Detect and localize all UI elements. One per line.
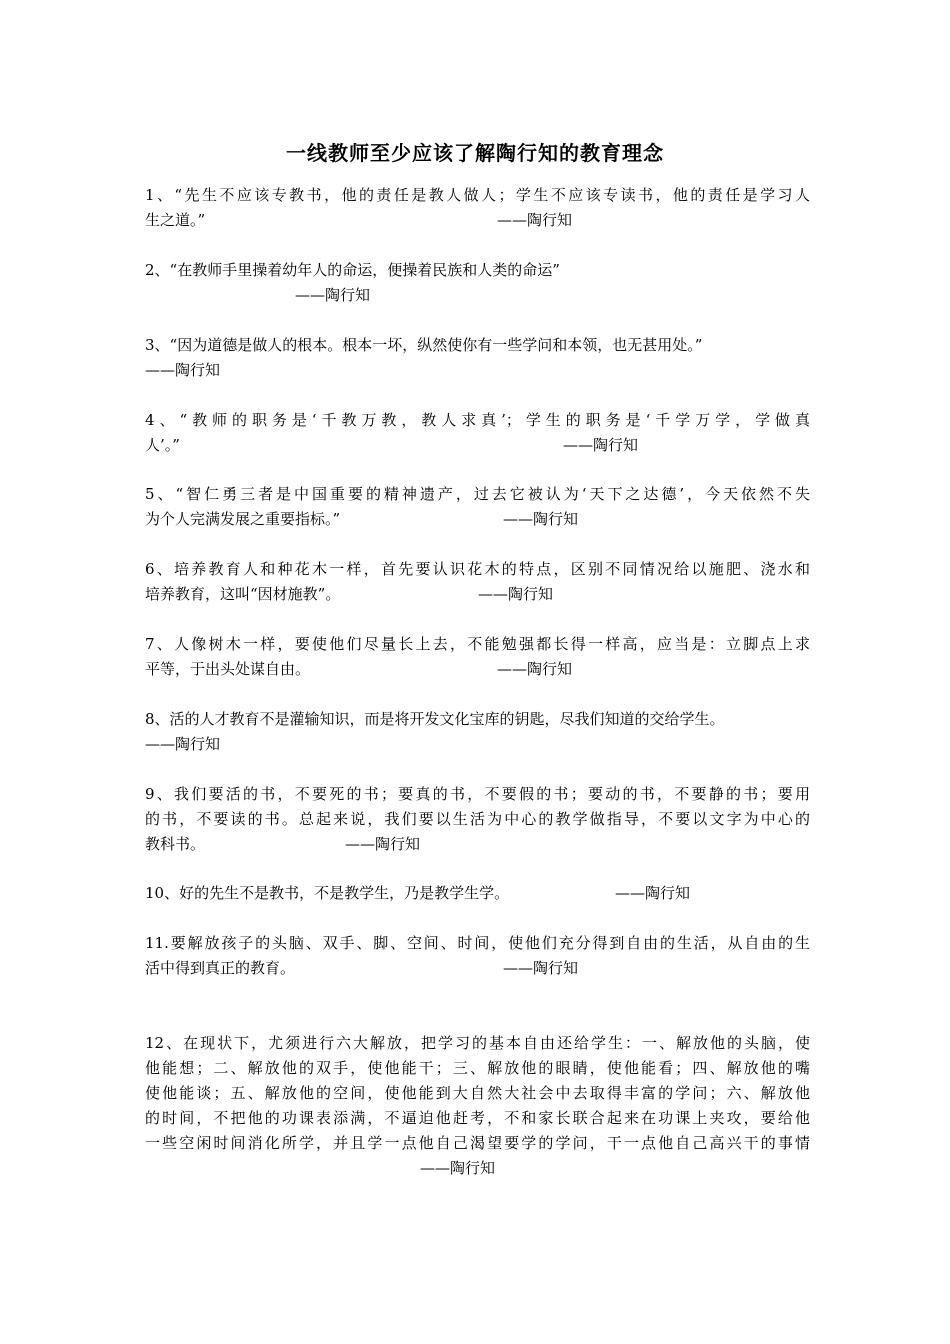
quote-3 xyxy=(145,333,810,383)
document-title: 一线教师至少应该了解陶行知的教育理念 xyxy=(286,141,664,165)
quote-text-line: 他能想；二、解放他的双手，使他能干；三、解放他的眼睛，使他能看；四、解放他的嘴 xyxy=(145,1059,810,1077)
quote-author: ——陶行知 xyxy=(503,959,579,977)
quote-text-line: 8、活的人才教育不是灌输知识，而是将开发文化宝库的钥匙，尽我们知道的交给学生。 xyxy=(145,710,725,728)
quote-text-line: 1、“先生不应该专教书，他的责任是教人做人；学生不应该专读书，他的责任是学习人 xyxy=(145,186,810,204)
quote-author: ——陶行知 xyxy=(145,735,221,753)
quote-text-line: 一些空闲时间消化所学，并且学一点他自己渴望要学的学问，干一点他自己高兴干的事情 xyxy=(145,1134,810,1152)
quote-author: ——陶行知 xyxy=(497,211,573,229)
quote-text-line: 2、“在教师手里操着幼年人的命运，便操着民族和人类的命运” xyxy=(145,261,560,279)
quote-author: ——陶行知 xyxy=(478,585,554,603)
quote-5 xyxy=(145,482,810,532)
quote-text-line: 10、好的先生不是教书，不是教学生，乃是教学生学。 xyxy=(145,884,510,902)
quote-11 xyxy=(145,931,810,981)
quote-text-line: 3、“因为道德是做人的根本。根本一坏，纵然使你有一些学问和本领，也无甚用处。” xyxy=(145,336,703,354)
quote-text-line: 12、在现状下，尤须进行六大解放，把学习的基本自由还给学生：一、解放他的头脑，使 xyxy=(145,1034,810,1052)
quote-author: ——陶行知 xyxy=(563,436,639,454)
quote-text-line: 的时间，不把他的功课表添满，不逼迫他赶考，不和家长联合起来在功课上夹攻，要给他 xyxy=(145,1109,810,1127)
quote-2 xyxy=(145,258,810,308)
quote-12 xyxy=(145,1031,810,1181)
quote-text-line: 生之道。” xyxy=(145,211,206,229)
quote-author: ——陶行知 xyxy=(503,510,579,528)
quote-10 xyxy=(145,881,810,906)
quote-1 xyxy=(145,183,810,233)
quote-text-line: 5、“智仁勇三者是中国重要的精神遗产，过去它被认为‘天下之达德’，今天依然不失 xyxy=(145,485,810,503)
quote-text-line: 9、我们要活的书，不要死的书；要真的书，不要假的书；要动的书，不要静的书；要用 xyxy=(145,785,810,803)
quote-text-line: 6、培养教育人和种花木一样，首先要认识花木的特点，区别不同情况给以施肥、浇水和 xyxy=(145,560,810,578)
quote-9 xyxy=(145,782,810,857)
quote-author: ——陶行知 xyxy=(497,660,573,678)
quote-text-line: 为个人完满发展之重要指标。” xyxy=(145,510,341,528)
quote-text-line: 11.要解放孩子的头脑、双手、脚、空间、时间，使他们充分得到自由的生活，从自由的生 xyxy=(145,934,810,952)
quote-text-line: 7、人像树木一样，要使他们尽量长上去，不能勉强都长得一样高，应当是：立脚点上求 xyxy=(145,635,810,653)
quote-author: ——陶行知 xyxy=(615,884,691,902)
quote-text-line: 活中得到真正的教育。 xyxy=(145,959,296,977)
quote-text-line: 4、“教师的职务是‘千教万教，教人求真’；学生的职务是‘千学万学，学做真 xyxy=(145,411,810,429)
quote-text-line: 教科书。 xyxy=(145,835,206,853)
quote-7 xyxy=(145,632,810,682)
quote-text-line: 的书，不要读的书。总起来说，我们要以生活为中心的教学做指导，不要以文字为中心的 xyxy=(145,810,810,828)
quote-4 xyxy=(145,408,810,458)
quote-6 xyxy=(145,557,810,607)
quote-8 xyxy=(145,707,810,757)
quote-text-line: 平等，于出头处谋自由。 xyxy=(145,660,311,678)
quote-text-line: 培养教育，这叫“因材施教”。 xyxy=(145,585,341,603)
quote-author: ——陶行知 xyxy=(420,1159,496,1177)
quote-author: ——陶行知 xyxy=(145,361,221,379)
quote-text-line: 人’。” xyxy=(145,436,180,454)
quote-text-line: 使他能谈；五、解放他的空间，使他能到大自然大社会中去取得丰富的学问；六、解放他 xyxy=(145,1084,810,1102)
quote-author: ——陶行知 xyxy=(345,835,421,853)
quote-author: ——陶行知 xyxy=(295,286,371,304)
